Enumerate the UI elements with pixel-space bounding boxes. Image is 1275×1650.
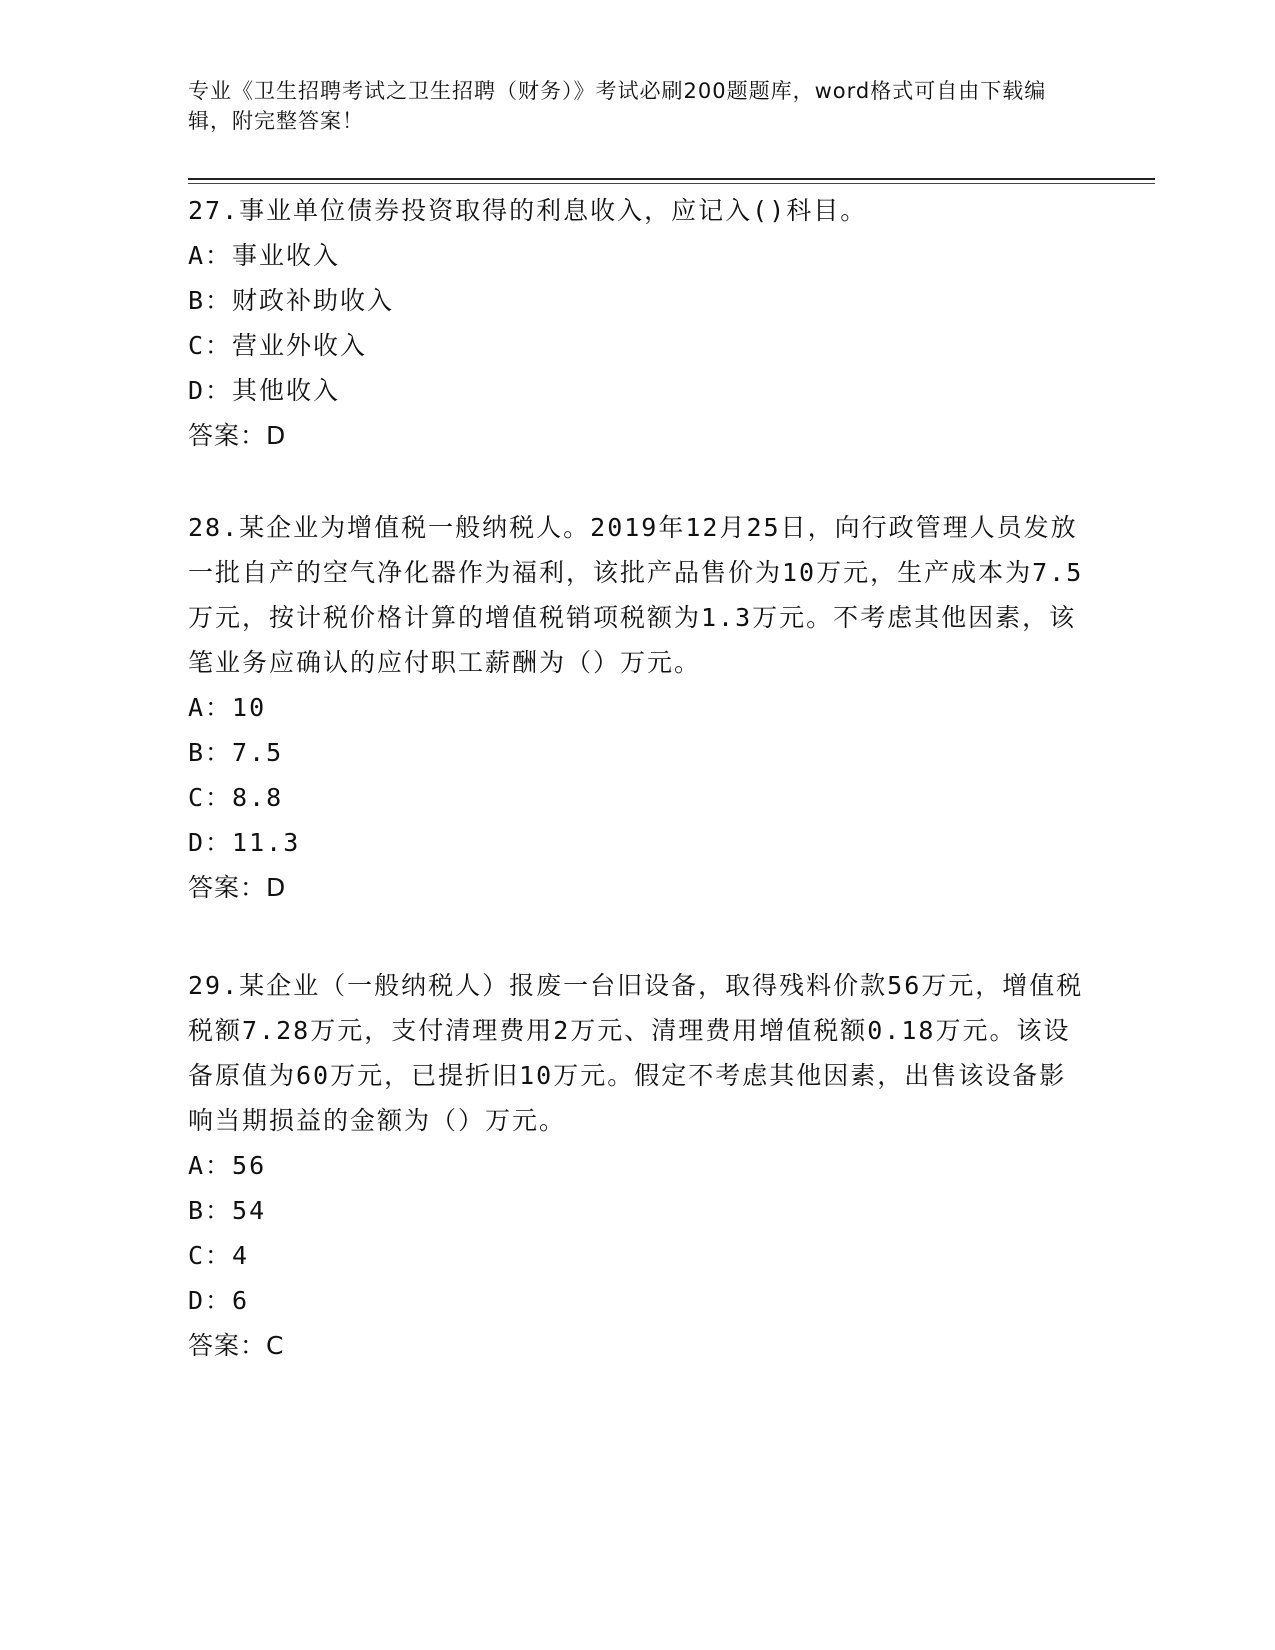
question-27 bbox=[188, 188, 1088, 458]
question-29 bbox=[188, 963, 1088, 1368]
option-a: A：事业收入 bbox=[188, 241, 341, 270]
question-28 bbox=[188, 505, 1088, 910]
option-d: D：11.3 bbox=[188, 828, 301, 857]
question-text: 29.某企业（一般纳税人）报废一台旧设备，取得残料价款56万元，增值税税额7.28万元，支付清理费用2万元、清理费用增值税额0.18万元。该设备原值为60万元，已提折旧10万元。假定不考虑其他因素，出售该设备影响当期损益的金额为（）万元。 bbox=[188, 971, 1084, 1135]
answer-line: 答案：D bbox=[188, 873, 287, 902]
header-divider-thin bbox=[188, 183, 1155, 184]
document-header: 专业《卫生招聘考试之卫生招聘（财务）》考试必刷200题题库，word格式可自由下载编辑，附完整答案！ bbox=[188, 79, 1047, 133]
option-c: C：营业外收入 bbox=[188, 331, 368, 360]
option-c: C：8.8 bbox=[188, 783, 284, 812]
option-c: C：4 bbox=[188, 1241, 250, 1270]
option-b: B：54 bbox=[188, 1196, 267, 1225]
question-text: 27.事业单位债券投资取得的利息收入，应记入()科目。 bbox=[188, 196, 868, 225]
option-a: A：56 bbox=[188, 1151, 267, 1180]
option-b: B：财政补助收入 bbox=[188, 286, 395, 315]
option-b: B：7.5 bbox=[188, 738, 284, 767]
answer-line: 答案：D bbox=[188, 421, 287, 450]
header-divider-thick bbox=[188, 178, 1155, 180]
question-text: 28.某企业为增值税一般纳税人。2019年12月25日，向行政管理人员发放一批自产的空气净化器作为福利，该批产品售价为10万元，生产成本为7.5万元，按计税价格计算的增值税销项税额为1.3万元。不考虑其他因素，该笔业务应确认的应付职工薪酬为（）万元。 bbox=[188, 513, 1084, 677]
answer-line: 答案：C bbox=[188, 1331, 285, 1360]
option-d: D：6 bbox=[188, 1286, 250, 1315]
option-d: D：其他收入 bbox=[188, 376, 341, 405]
option-a: A：10 bbox=[188, 693, 267, 722]
